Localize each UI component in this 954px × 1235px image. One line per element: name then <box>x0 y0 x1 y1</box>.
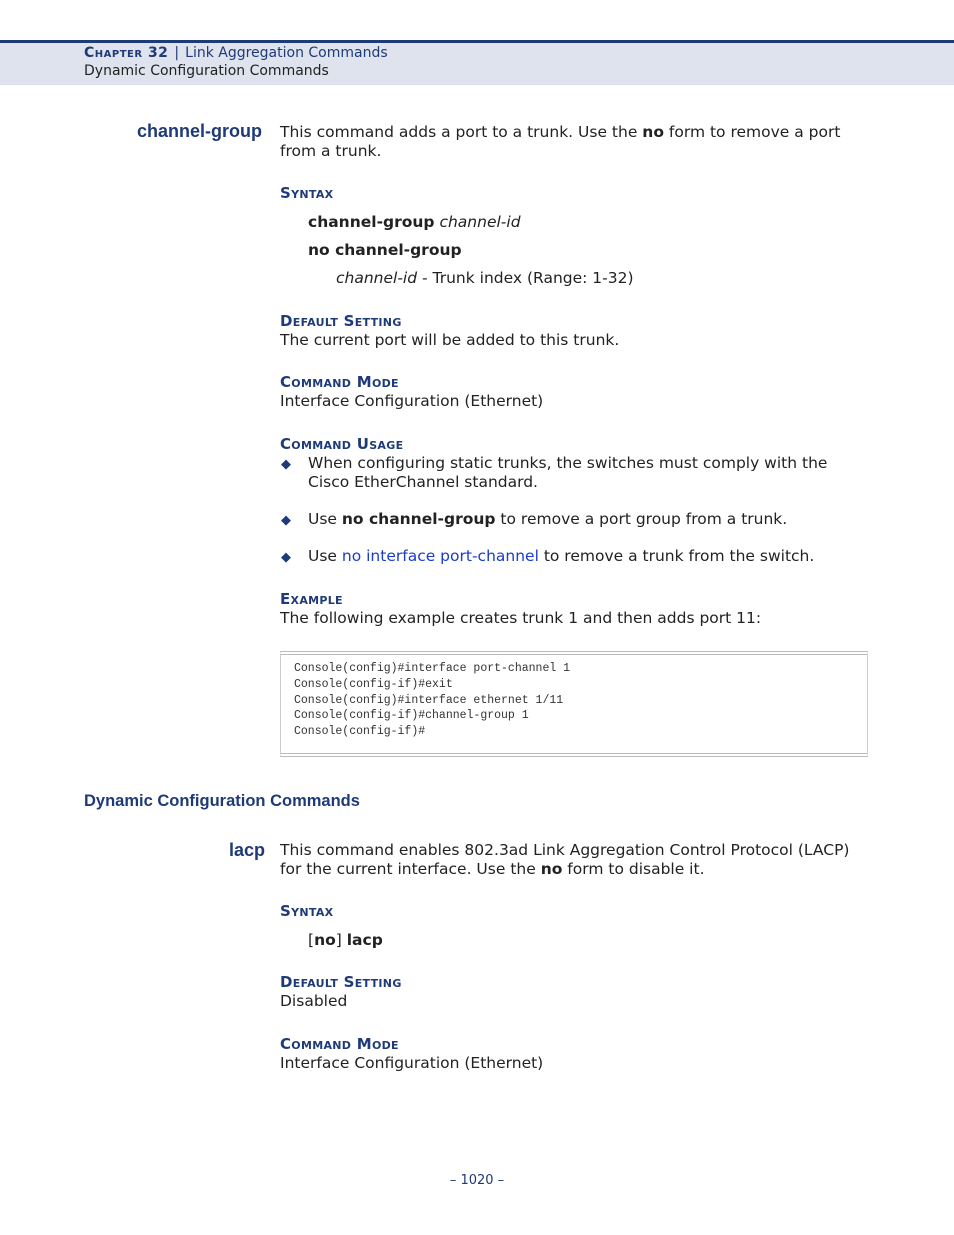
section-title: Dynamic Configuration Commands <box>84 792 360 810</box>
desc-bold: no <box>642 123 664 141</box>
syntax-keyword: no <box>314 931 336 949</box>
running-header <box>84 45 388 61</box>
header-separator: | <box>174 45 180 61</box>
diamond-bullet-icon: ◆ <box>281 550 291 565</box>
default-setting-text: Disabled <box>280 992 348 1010</box>
running-subtitle: Dynamic Configuration Commands <box>84 63 329 79</box>
code-line: Console(config-if)#channel-group 1 <box>294 709 529 722</box>
command-title-lacp: lacp <box>229 840 266 860</box>
desc-text: This command adds a port to a trunk. Use the <box>280 123 643 141</box>
code-line: Console(config)#interface port-channel 1 <box>294 662 571 675</box>
param-name: channel-id <box>336 269 418 287</box>
example-text: The following example creates trunk 1 and then adds port 11: <box>280 609 762 627</box>
command-mode-text: Interface Configuration (Ethernet) <box>280 392 544 410</box>
command-description <box>280 123 840 161</box>
code-line: Console(config)#interface ethernet 1/11 <box>294 694 564 707</box>
diamond-bullet-icon: ◆ <box>281 457 291 472</box>
page-number: – 1020 – <box>449 1173 505 1188</box>
desc-text: for the current interface. Use the <box>280 860 541 878</box>
desc-text: This command enables 802.3ad Link Aggregation Control Protocol (LACP) <box>280 841 850 859</box>
param-desc: - Trunk index (Range: 1-32) <box>417 269 634 287</box>
usage-text: to remove a port group from a trunk. <box>495 510 788 528</box>
usage-bold: no channel-group <box>341 510 496 528</box>
chapter-title: Link Aggregation Commands <box>185 45 388 61</box>
syntax-command: lacp <box>346 931 383 949</box>
command-mode-text: Interface Configuration (Ethernet) <box>280 1054 544 1072</box>
desc-text: form to remove a port <box>663 123 841 141</box>
desc-text: from a trunk. <box>280 142 382 160</box>
syntax-line <box>308 241 462 259</box>
syntax-bracket: [ <box>308 931 315 949</box>
command-mode-heading: Command Mode <box>280 1035 399 1053</box>
desc-bold: no <box>540 860 563 878</box>
chapter-label: Chapter 32 <box>84 45 169 61</box>
usage-text: When configuring static trunks, the switches must comply with the <box>308 454 828 472</box>
parameter-description <box>336 269 634 287</box>
usage-item <box>308 510 787 528</box>
usage-text: Cisco EtherChannel standard. <box>308 473 538 491</box>
syntax-command: no channel-group <box>308 241 462 259</box>
command-usage-heading: Command Usage <box>280 435 404 453</box>
default-setting-heading: Default Setting <box>280 312 402 330</box>
default-setting-text: The current port will be added to this trunk. <box>280 331 620 349</box>
syntax-command: channel-group <box>308 213 435 231</box>
usage-text: Use <box>308 547 342 565</box>
command-description <box>280 841 849 879</box>
cross-reference-link[interactable]: no interface port-channel <box>341 547 539 565</box>
syntax-line <box>308 213 521 231</box>
command-mode-heading: Command Mode <box>280 373 399 391</box>
diamond-bullet-icon: ◆ <box>281 513 291 528</box>
usage-text: to remove a trunk from the switch. <box>538 547 815 565</box>
desc-text: form to disable it. <box>562 860 705 878</box>
code-line: Console(config-if)# <box>294 725 426 738</box>
usage-item <box>308 547 814 565</box>
syntax-line <box>308 931 383 949</box>
usage-item <box>308 454 827 492</box>
command-title-channel-group: channel-group <box>137 121 262 141</box>
syntax-bracket: ] <box>335 931 347 949</box>
code-line: Console(config-if)#exit <box>294 678 453 691</box>
syntax-heading: Syntax <box>280 184 334 202</box>
usage-text: Use <box>308 510 342 528</box>
syntax-param: channel-id <box>434 213 521 231</box>
example-heading: Example <box>280 590 343 608</box>
syntax-heading: Syntax <box>280 902 334 920</box>
default-setting-heading: Default Setting <box>280 973 402 991</box>
